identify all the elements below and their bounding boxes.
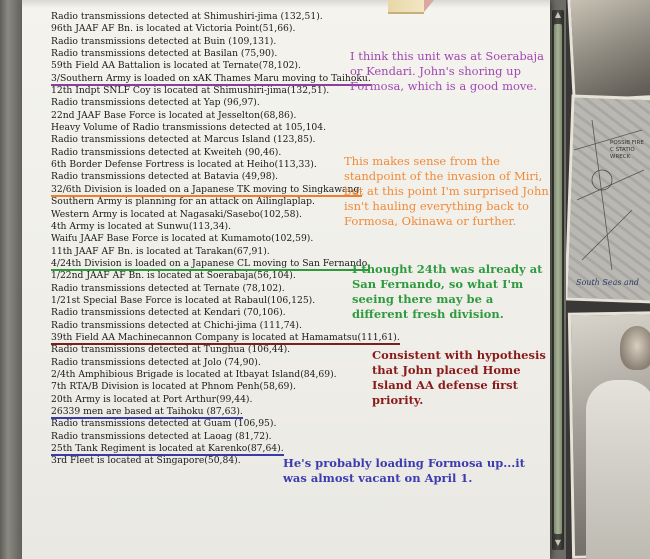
log-line bbox=[51, 381, 371, 393]
log-line-text: Radio transmissions detected at Tunghua (106,44). bbox=[51, 344, 291, 356]
log-line bbox=[51, 443, 371, 455]
log-line-text: 1/21st Special Base Force is located at Rabaul(106,125). bbox=[51, 294, 316, 306]
log-line-text: Radio transmissions detected at Yap (96,97). bbox=[51, 97, 260, 109]
log-line bbox=[51, 36, 371, 48]
log-line bbox=[51, 159, 371, 171]
scrollbar-thumb[interactable] bbox=[554, 24, 562, 534]
log-line-text: Radio transmissions detected at Jolo (74,90). bbox=[51, 356, 261, 368]
paper-top-edge bbox=[22, 0, 550, 8]
log-line-text: 32/6th Division is loaded on a Japanese TK moving to Singkawang. bbox=[51, 183, 363, 195]
log-line-text: Radio transmissions detected at Ternate (78,102). bbox=[51, 282, 285, 294]
intel-report-log bbox=[51, 11, 400, 468]
log-line-text: 96th JAAF AF Bn. is located at Victoria Point(51,66). bbox=[51, 23, 296, 35]
photo-soldier bbox=[567, 0, 650, 102]
log-line bbox=[51, 394, 371, 406]
log-line bbox=[51, 196, 371, 208]
log-line bbox=[51, 246, 371, 258]
log-line bbox=[51, 122, 371, 134]
annotation-maroon: Consistent with hypothesis that John placed Home Island AA defense first priority. bbox=[372, 348, 546, 407]
annotation-orange: This makes sense from the standpoint of the invasion of Miri, but at this point I'm surprised John isn't hauling everything back to Formosa, Okinawa or further. bbox=[344, 154, 549, 228]
log-line-text: 59th Field AA Battalion is located at Ternate(78,102). bbox=[51, 60, 301, 72]
log-line bbox=[51, 283, 371, 295]
log-line-text: Radio transmissions detected at Basilan (75,90). bbox=[51, 48, 278, 60]
log-line-text: Radio transmissions detected at Chichi-jima (111,74). bbox=[51, 319, 302, 331]
scroll-down-button[interactable] bbox=[553, 538, 563, 548]
log-line-text: Radio transmissions detected at Buin (109,131). bbox=[51, 35, 277, 47]
annotation-purple: I think this unit was at Soerabaja or Kendari. John's shoring up Formosa, which is a good move. bbox=[350, 49, 544, 93]
scroll-up-button[interactable] bbox=[553, 10, 563, 20]
map-lines-graphic bbox=[572, 110, 646, 280]
log-line-text: 3rd Fleet is located at Singapore(50,84). bbox=[51, 455, 241, 467]
log-line bbox=[51, 110, 371, 122]
log-line bbox=[51, 221, 371, 233]
log-line-text: 12th Indpt SNLF Coy is located at Shimushiri-jima(132,51). bbox=[51, 85, 330, 97]
triangle-up-icon: ▲ bbox=[554, 10, 562, 19]
log-line-text: Radio transmissions detected at Batavia (49,98). bbox=[51, 171, 279, 183]
log-line-text: 4/24th Division is loaded on a Japanese CL moving to San Fernando. bbox=[51, 257, 371, 269]
log-line bbox=[51, 184, 371, 196]
log-line-text: 3/Southern Army is loaded on xAK Thames Maru moving to Taihoku. bbox=[51, 72, 371, 84]
log-line-text: 20th Army is located at Port Arthur(99,44). bbox=[51, 393, 253, 405]
log-line bbox=[51, 147, 371, 159]
annotation-blue: He's probably loading Formosa up...it was almost vacant on April 1. bbox=[283, 456, 525, 485]
log-line-text: 26339 men are based at Taihoku (87,63). bbox=[51, 406, 243, 417]
log-line bbox=[51, 406, 371, 418]
log-line bbox=[51, 295, 371, 307]
log-line bbox=[51, 369, 371, 381]
photo-caption: South Seas and bbox=[576, 278, 640, 287]
log-line-text: Radio transmissions detected at Laoag (81,72). bbox=[51, 430, 272, 442]
log-line-text: Radio transmissions detected at Kendari (70,106). bbox=[51, 307, 286, 319]
map-text: POSSIB FIRE C STATIO WRECK bbox=[610, 140, 644, 160]
log-line-text: 1/22nd JAAF AF Bn. is located at Soerabaja(56,104). bbox=[51, 270, 296, 282]
log-line-text: Southern Army is planning for an attack on Ailinglaplap. bbox=[51, 196, 315, 208]
log-line-text: Radio transmissions detected at Shimushiri-jima (132,51). bbox=[51, 11, 323, 22]
log-line bbox=[51, 307, 371, 319]
log-line bbox=[51, 171, 371, 183]
operator-head-graphic bbox=[620, 326, 650, 370]
log-line-text: 22nd JAAF Base Force is located at Jesselton(68,86). bbox=[51, 109, 297, 121]
log-line-text: Radio transmissions detected at Guam (106,95). bbox=[51, 418, 277, 430]
log-line bbox=[51, 233, 371, 245]
log-line bbox=[51, 357, 371, 369]
log-line bbox=[51, 73, 371, 85]
log-line-text: Western Army is located at Nagasaki/Sasebo(102,58). bbox=[51, 208, 302, 220]
log-line-text: 2/4th Amphibious Brigade is located at Itbayat Island(84,69). bbox=[51, 368, 337, 380]
log-line bbox=[51, 431, 371, 443]
operator-body-graphic bbox=[586, 380, 650, 559]
log-line bbox=[51, 85, 371, 97]
photo-collage bbox=[566, 0, 650, 559]
log-line bbox=[51, 48, 371, 60]
log-line-text: 39th Field AA Machinecannon Company is located at Hamamatsu(111,61). bbox=[51, 331, 400, 343]
pencil-tip-decoration bbox=[424, 0, 434, 12]
log-line-text: Waifu JAAF Base Force is located at Kumamoto(102,59). bbox=[51, 233, 314, 245]
triangle-down-icon: ▼ bbox=[554, 538, 562, 547]
annotation-green: I thought 24th was already at San Fernando, so what I'm seeing there may be a different fresh division. bbox=[352, 262, 543, 321]
log-line bbox=[51, 344, 371, 356]
log-line bbox=[51, 258, 371, 270]
log-line bbox=[51, 97, 371, 109]
log-line-text: Radio transmissions detected at Kweiteh (90,46). bbox=[51, 146, 282, 158]
log-line bbox=[51, 320, 371, 332]
log-line bbox=[51, 270, 371, 282]
log-line bbox=[51, 11, 371, 23]
log-line-text: 6th Border Defense Fortress is located at Heiho(113,33). bbox=[51, 159, 317, 171]
log-line-text: 11th JAAF AF Bn. is located at Tarakan(67,91). bbox=[51, 245, 270, 257]
log-line bbox=[51, 331, 400, 344]
pencil-decoration bbox=[388, 0, 424, 14]
log-line-text: 4th Army is located at Sunwu(113,34). bbox=[51, 220, 232, 232]
log-line bbox=[51, 418, 371, 430]
log-line-text: 25th Tank Regiment is located at Karenko(87,64). bbox=[51, 443, 284, 455]
log-line-text: Radio transmissions detected at Marcus Island (123,85). bbox=[51, 134, 316, 146]
log-line bbox=[51, 134, 371, 146]
log-line-text: 7th RTA/B Division is located at Phnom Penh(58,69). bbox=[51, 381, 296, 393]
log-line bbox=[51, 23, 371, 35]
log-line bbox=[51, 60, 371, 72]
log-line-text: Heavy Volume of Radio transmissions detected at 105,104. bbox=[51, 122, 327, 134]
log-line bbox=[51, 209, 371, 221]
